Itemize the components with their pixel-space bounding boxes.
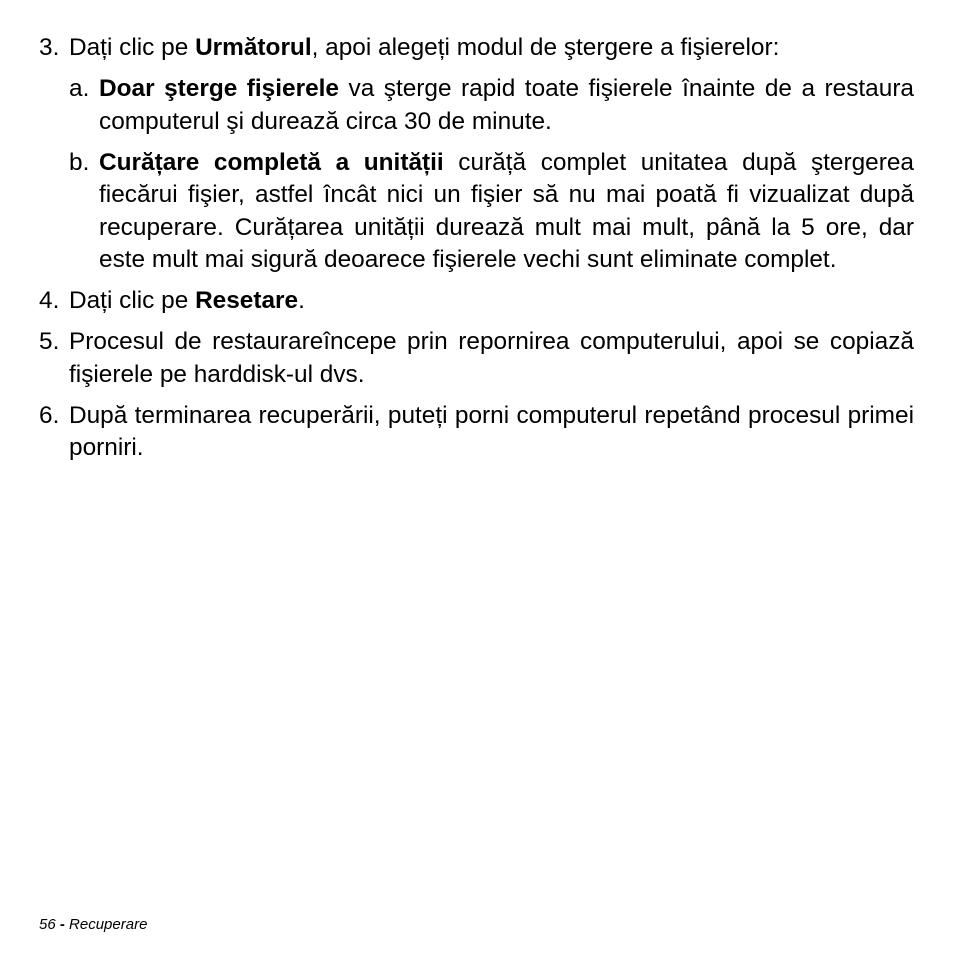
list-item-step-4 [39,285,914,318]
step-text-post: . [298,287,305,314]
sub-text-bold: Curățare completă a unității [99,148,444,176]
section-title: Recuperare [69,916,148,933]
step-text-pre: Dați clic pe [69,34,196,61]
step-text [69,285,914,318]
sub-text [99,73,914,138]
step-number: 4. [39,287,60,314]
page-number: 56 [39,916,56,933]
sub-text [99,147,914,277]
list-item-step-5 [39,326,914,391]
step-text-bold: Următorul [195,34,312,61]
step-text-pre: Dați clic pe [69,287,196,314]
sub-item-b [69,147,914,277]
sub-letter: a. [69,75,90,102]
step-text-post: , apoi alegeți modul de ştergere a fişierelor: [311,34,780,61]
sub-text-body: va şterge rapid toate fişierele înainte de a restaura computerul şi durează circa 30 de minute. [99,75,915,135]
step-content [69,32,914,277]
step-text: După terminarea recuperării, puteți porni computerul repetând procesul primei porniri. [69,401,914,461]
step-text-bold: Resetare [195,287,299,314]
step-number: 3. [39,34,60,61]
step-text: Procesul de restaurareîncepe prin repornirea computerului, apoi se copiază fişierele pe harddisk-ul dvs. [69,328,914,388]
list-item-step-3 [39,32,914,277]
list-item-step-6 [39,400,914,465]
step-number: 6. [39,401,60,429]
step-number: 5. [39,328,60,355]
sub-text-body: curăță complet unitatea după ştergerea fiecărui fişier, astfel încât nici un fişier să nu mai poată fi vizualizat după recuperare. Curățarea unității durează mult mai mult, până la 5 ore, dar este mult mai sigură deoarece fişierele vechi sunt eliminate complet. [99,148,914,273]
sub-item-a [69,73,914,138]
document-body [39,32,914,473]
sub-letter: b. [69,148,90,176]
page-footer [39,916,147,933]
step-text [69,32,914,65]
sub-text-bold: Doar şterge fişierele [99,75,339,102]
footer-separator: - [59,916,65,933]
